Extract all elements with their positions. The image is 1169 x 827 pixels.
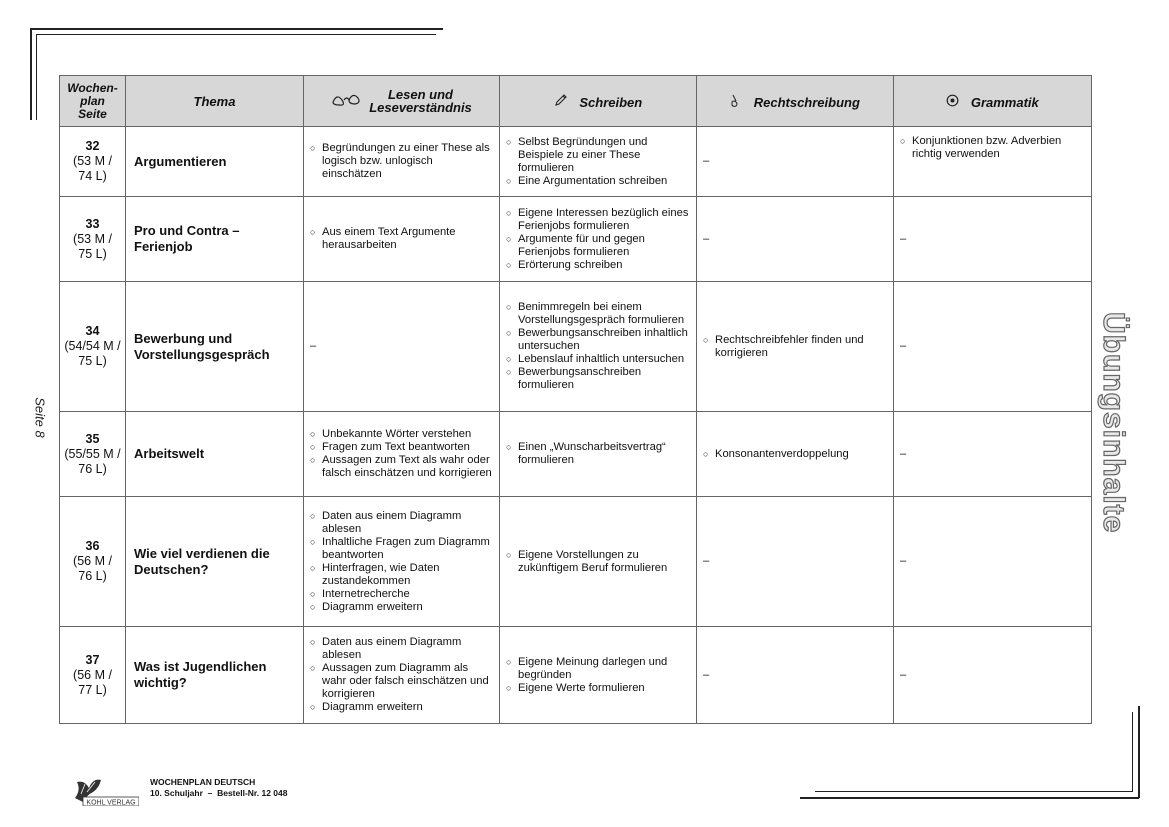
frame-line [1132,712,1133,792]
thema-cell: Pro und Contra – Ferienjob [126,197,304,282]
table-row [60,127,1092,197]
gramm-cell [894,197,1092,282]
bullet-item: ○ Diagramm erweitern [310,601,493,614]
header-rechtschreibung [697,76,894,127]
page-ref: (53 M / [73,154,112,168]
empty-dash: – [900,232,907,245]
bullet-item: ○ Daten aus einem Diagramm ablesen [310,636,493,662]
page-ref: 74 L) [78,169,107,183]
bullet-item: ○ Bewerbungsanschreiben inhaltlich untersuchen [506,327,690,353]
gramm-cell [894,282,1092,412]
bullet-list [310,428,493,480]
bullet-list [310,636,493,714]
frame-line [800,797,1139,799]
bullet-item: ○ Internetrecherche [310,588,493,601]
header-lesen-line: Leseverständnis [369,100,472,115]
header-grammatik [894,76,1092,127]
recht-cell [697,127,894,197]
target-circle-icon [946,95,963,110]
schreiben-cell [500,127,697,197]
wochenplan-seite-cell [60,127,126,197]
table-row [60,412,1092,497]
page-ref: 75 L) [78,354,107,368]
bullet-item: ○ Begründungen zu einer These als logisch bzw. unlogisch einschätzen [310,142,493,181]
thema-cell: Argumentieren [126,127,304,197]
page-number: 33 [85,216,100,231]
page-ref: 76 L) [78,569,107,583]
header-wochenplan-line: Seite [78,106,107,121]
bullet-item: ○ Einen „Wunscharbeitsvertrag“ formulieren [506,441,690,467]
frame-line [815,791,1133,792]
bullet-list [506,301,690,392]
bullet-list [310,510,493,614]
bullet-item: ○ Eine Argumentation schreiben [506,175,690,188]
bullet-item: ○ Selbst Begründungen und Beispiele zu einer These formulieren [506,136,690,175]
bullet-item: ○ Hinterfragen, wie Daten zustandekommen [310,562,493,588]
bullet-item: ○ Benimmregeln bei einem Vorstellungsgespräch formulieren [506,301,690,327]
page-label: Seite 8 [32,397,48,438]
bullet-list [900,135,1085,161]
frame-line [36,34,37,120]
bullet-item: ○ Eigene Interessen bezüglich eines Ferienjobs formulieren [506,207,690,233]
bullet-item: ○ Bewerbungsanschreiben formulieren [506,366,690,392]
header-wochenplan-line: plan [80,93,105,108]
bullet-item: ○ Argumente für und gegen Ferienjobs formulieren [506,233,690,259]
bullet-list [703,448,887,461]
header-grammatik-label: Grammatik [970,94,1039,110]
content-table [59,75,1092,724]
page-number: 32 [85,139,100,153]
bullet-item: ○ Unbekannte Wörter verstehen [310,428,493,441]
header-wochenplan-line: Wochen- [67,80,118,95]
bullet-list [703,334,887,360]
side-title: Übungsinhalte [1097,312,1130,534]
gramm-cell [894,412,1092,497]
lesen-cell [304,197,500,282]
bullet-item: ○ Konsonantenverdoppelung [703,448,887,461]
schreiben-cell [500,282,697,412]
frame-line [30,28,32,120]
lesen-cell [304,497,500,627]
page-ref: (56 M / [73,667,112,682]
header-schreiben [500,76,697,127]
bullet-item: ○ Diagramm erweitern [310,701,493,714]
table-row [60,282,1092,412]
pen-icon [554,95,572,110]
hand-writing-icon [730,95,746,110]
bullet-item: ○ Fragen zum Text beantworten [310,441,493,454]
wochenplan-seite-cell [60,497,126,627]
empty-dash: – [703,555,710,567]
bullet-item: ○ Eigene Vorstellungen zu zukünftigem Beruf formulieren [506,549,690,575]
bullet-item: ○ Aussagen zum Diagramm als wahr oder falsch einschätzen und korrigieren [310,662,493,701]
page-ref: 75 L) [78,246,107,261]
bullet-item: ○ Lebenslauf inhaltlich untersuchen [506,353,690,366]
bullet-list [310,142,493,181]
footer-text [150,777,288,799]
empty-dash: – [703,668,710,681]
empty-dash: – [703,232,710,245]
header-row [60,76,1092,127]
thema-cell: Was ist Jugendlichen wichtig? [126,627,304,724]
bullet-list [506,549,690,575]
schreiben-cell [500,497,697,627]
bullet-list [506,656,690,695]
footer-line2: 10. Schuljahr – Bestell-Nr. 12 048 [150,788,288,798]
bullet-item: ○ Aussagen zum Text als wahr oder falsch einschätzen und korrigieren [310,454,493,480]
footer-line1: WOCHENPLAN DEUTSCH [150,777,256,787]
frame-line [30,28,443,30]
schreiben-cell [500,197,697,282]
recht-cell [697,282,894,412]
gramm-cell [894,627,1092,724]
table-row [60,197,1092,282]
lesen-cell [304,627,500,724]
thema-cell: Bewerbung und Vorstellungsgespräch [126,282,304,412]
page-number: 36 [85,539,100,553]
bullet-list [310,226,493,252]
empty-dash: – [900,668,907,681]
header-lesen-line: Lesen und [387,87,453,102]
header-schreiben-label: Schreiben [579,95,643,110]
bullet-item: ○ Aus einem Text Argumente herausarbeiten [310,226,493,252]
bullet-item: ○ Eigene Werte formulieren [506,682,690,695]
page-number: 37 [85,652,100,667]
frame-line [1138,706,1140,798]
wochenplan-seite-cell [60,197,126,282]
wochenplan-seite-cell [60,282,126,412]
recht-cell [697,497,894,627]
empty-dash: – [900,340,907,352]
bullet-list [506,441,690,467]
bullet-item: ○ Eigene Meinung darlegen und begründen [506,656,690,682]
thema-cell: Wie viel verdienen die Deutschen? [126,497,304,627]
logo-text: KOHL VERLAG [86,799,136,806]
frame-line [36,34,436,35]
header-wochenplan [60,76,126,127]
page-ref: 77 L) [78,682,107,697]
page-ref: 76 L) [78,461,107,476]
glasses-icon [331,93,361,109]
bullet-list [506,136,690,188]
page-number: 34 [85,324,100,338]
thema-cell: Arbeitswelt [126,412,304,497]
page-ref: (54/54 M / [64,339,121,353]
bullet-item: ○ Daten aus einem Diagramm ablesen [310,510,493,536]
table-row [60,497,1092,627]
schreiben-cell [500,412,697,497]
recht-cell [697,197,894,282]
header-thema: Thema [126,76,304,127]
recht-cell [697,412,894,497]
kohl-verlag-logo [67,768,139,806]
table-row [60,627,1092,724]
bullet-item: ○ Konjunktionen bzw. Adverbien richtig verwenden [900,135,1085,161]
bullet-item: ○ Inhaltliche Fragen zum Diagramm beantworten [310,536,493,562]
recht-cell [697,627,894,724]
bullet-item: ○ Rechtschreibfehler finden und korrigieren [703,334,887,360]
empty-dash: – [310,340,317,352]
schreiben-cell [500,627,697,724]
page-ref: (53 M / [73,231,112,246]
lesen-cell [304,282,500,412]
empty-dash: – [900,555,907,567]
header-lesen [304,76,500,127]
header-rechtschreibung-label: Rechtschreibung [753,95,860,110]
wochenplan-seite-cell [60,412,126,497]
page-ref: (55/55 M / [64,446,121,461]
empty-dash: – [703,155,710,167]
lesen-cell [304,127,500,197]
gramm-cell [894,497,1092,627]
lesen-cell [304,412,500,497]
page-number: 35 [85,431,100,446]
page-ref: (56 M / [73,554,112,568]
wochenplan-seite-cell [60,627,126,724]
bullet-list [506,207,690,272]
gramm-cell [894,127,1092,197]
bullet-item: ○ Erörterung schreiben [506,259,690,272]
empty-dash: – [900,447,907,460]
